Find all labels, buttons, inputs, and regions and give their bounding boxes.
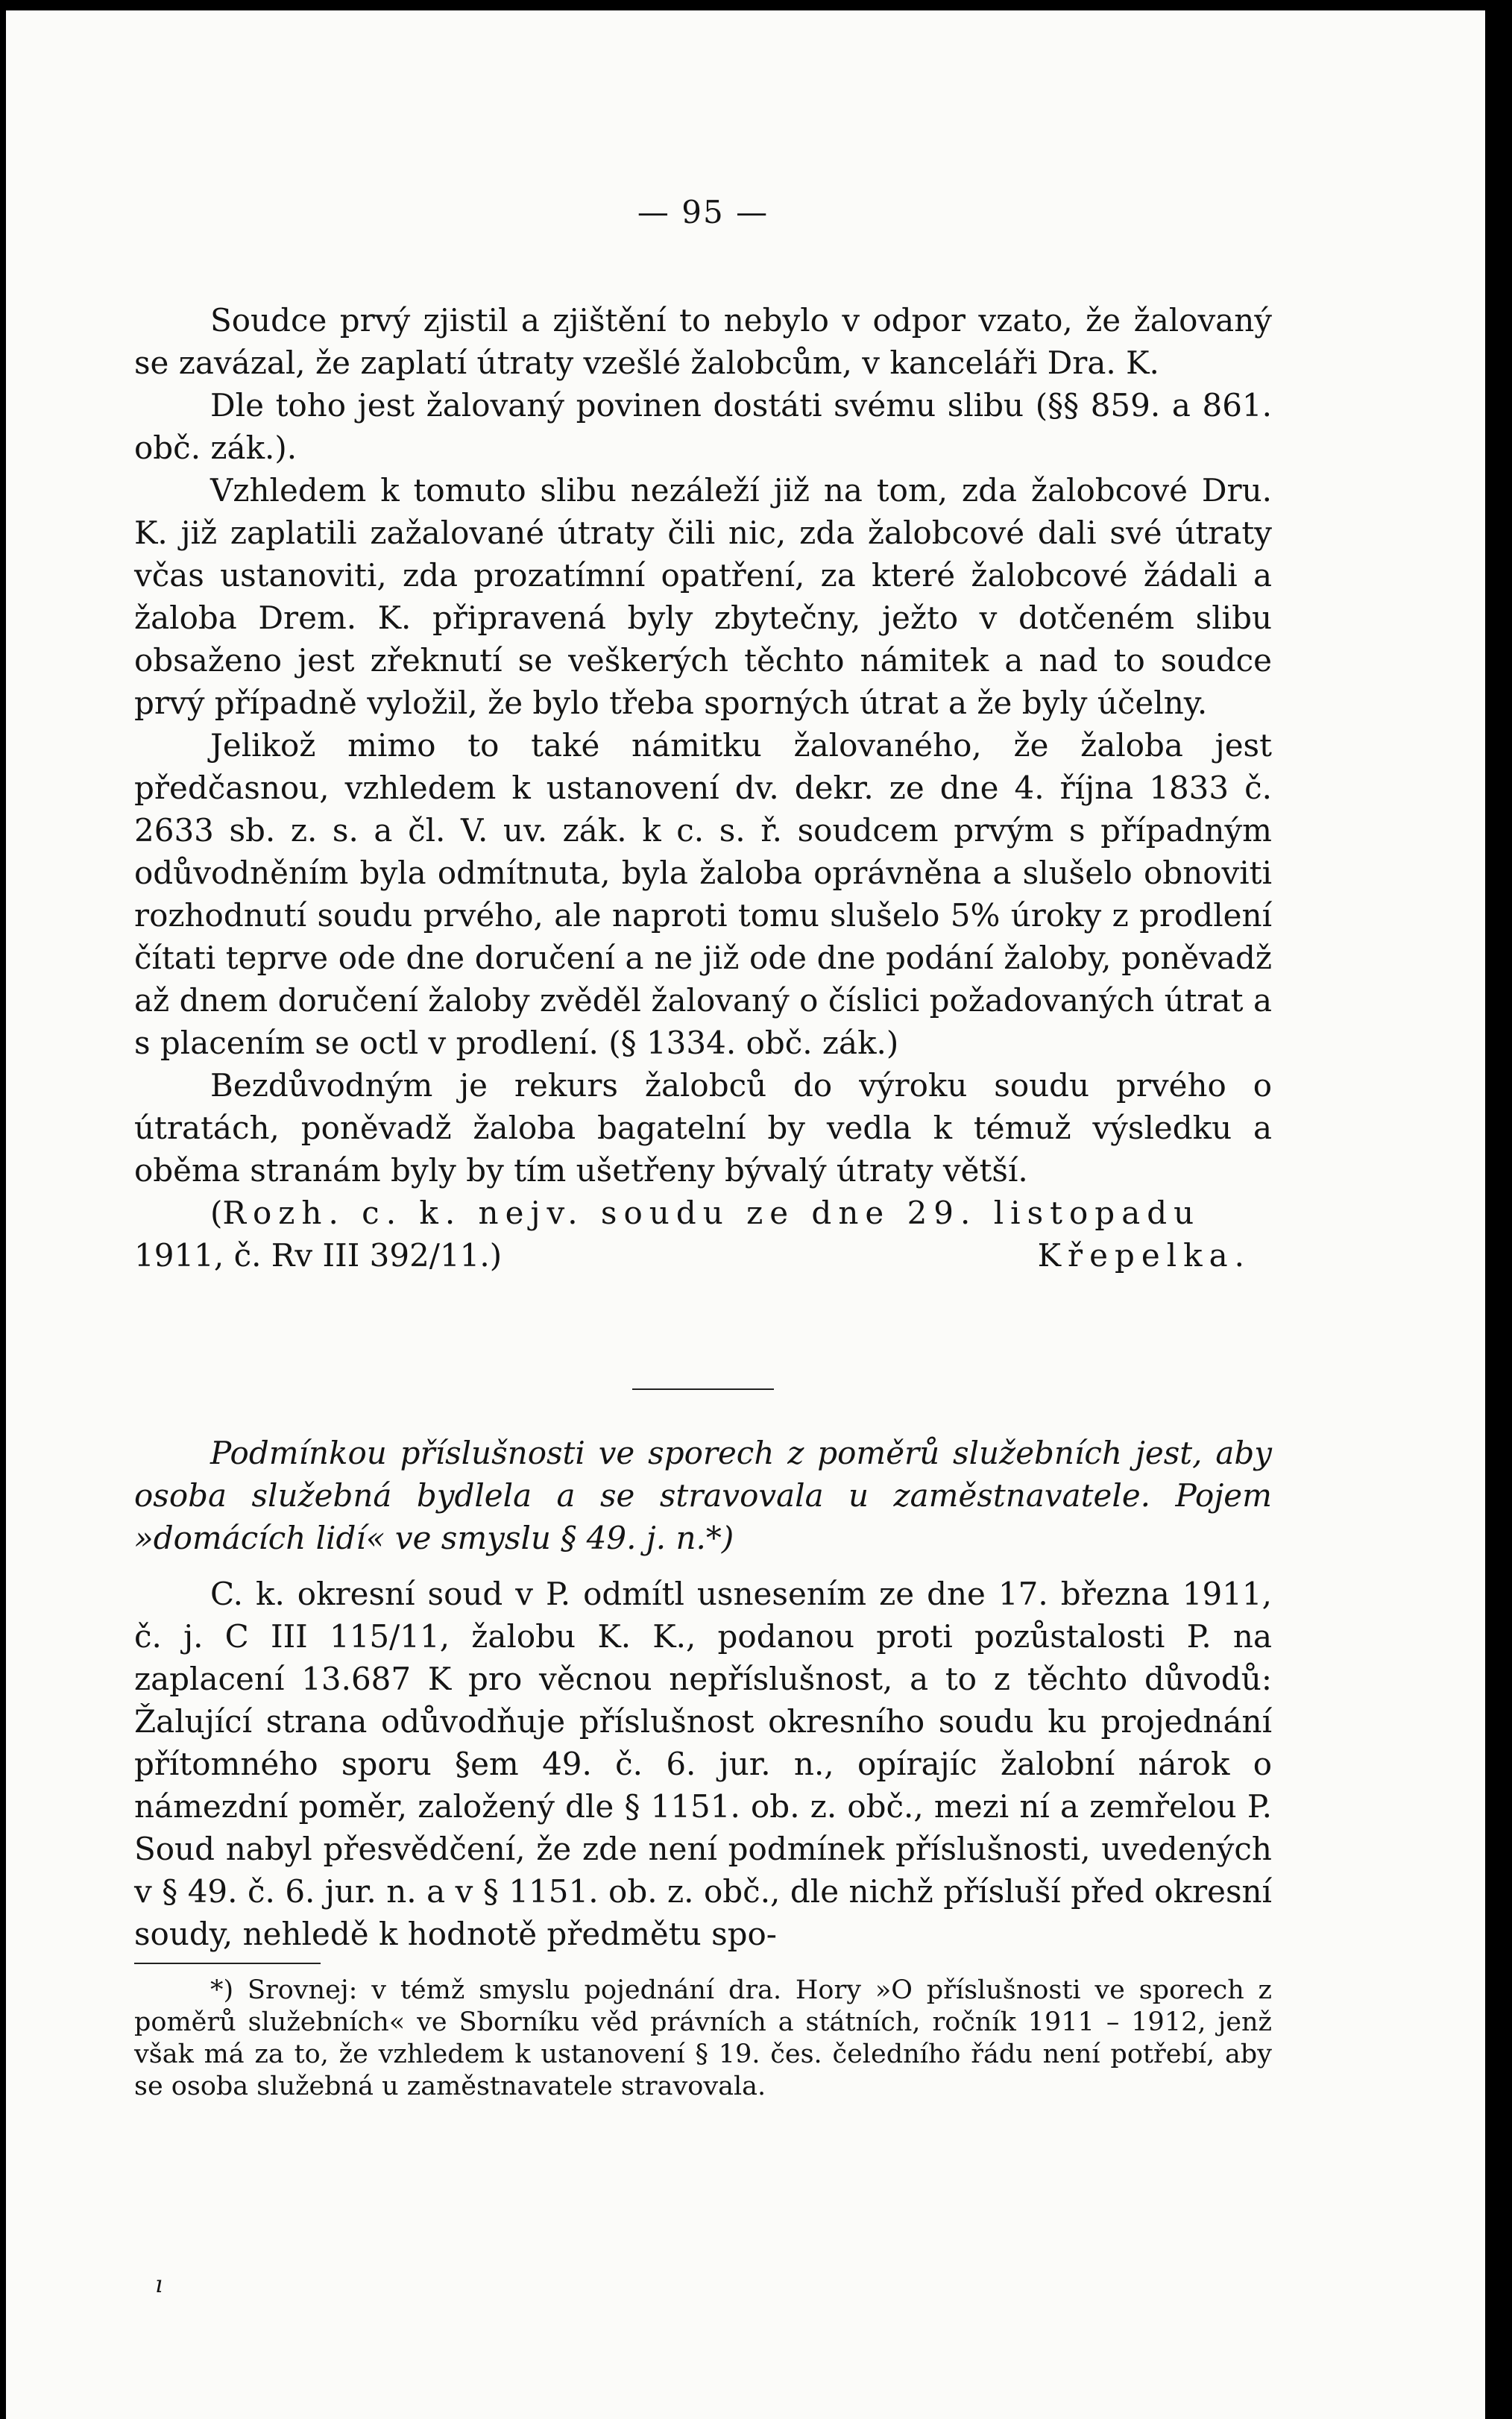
citation-author: Křepelka. [1037,1237,1251,1274]
citation-open: ( [210,1195,223,1231]
ink-mark: ı [155,2270,163,2298]
footnote-rule [134,1963,321,1964]
section-divider [632,1388,774,1390]
body-paragraph: Dle toho jest žalovaný povinen dostáti svému slibu (§§ 859. a 861. obč. zák.). [134,387,1272,466]
body-paragraph: Bezdůvodným je rekurs žalobců do výroku soudu prvého o útratách, poněvadž žaloba bagatelní by vedla k témuž výsledku a oběma stranám byly by tím ušetřeny bývalý útraty větší. [134,1067,1272,1189]
decision-citation [134,1192,1272,1277]
body-paragraph: Jelikož mimo to také námitku žalovaného, že žaloba jest předčasnou, vzhledem k ustanovení dv. dekr. ze dne 4. října 1833 č. 2633 sb. z. s. a čl. V. uv. zák. k c. s. ř. soudcem prvým s případným odůvodněním byla odmítnuta, byla žaloba oprávněna a slušelo obnoviti rozhodnutí soudu prvého, ale naproti tomu slušelo 5% úroky z prodlení čítati teprve ode dne doručení a ne již ode dne podání žaloby, poněvadž až dnem doručení žaloby zvěděl žalovaný o číslici požadovaných útrat a s placením se octl v prodlení. (§ 1334. obč. zák.) [134,727,1272,1061]
citation-court: Rozh. c. k. nejv. soudu ze dne 29. listopadu [222,1195,1201,1231]
citation-reference: 1911, č. Rv III 392/11.) [134,1237,503,1274]
body-paragraph: Vzhledem k tomuto slibu nezáleží již na tom, zda žalobcové Dru. K. již zaplatili zažalované útraty čili nic, zda žalobcové dali své útraty včas ustanoviti, zda prozatímní opatření, za které žalobcové žádali a žaloba Drem. K. připravená byly zbytečny, ježto v dotčeném slibu obsaženo jest zřeknutí se veškerých těchto námitek a nad to soudce prvý případně vyložil, že bylo třeba sporných útrat a že byly účelny. [134,472,1272,721]
case-paragraph: C. k. okresní soud v P. odmítl usnesením ze dne 17. března 1911, č. j. C III 115/11, žalobu K. K., podanou proti pozůstalosti P. na zaplacení 13.687 K pro věcnou nepříslušnost, a to z těchto důvodů: Žalující strana odůvodňuje příslušnost okresního soudu ku projednání přítomného sporu §em 49. č. 6. jur. n., opírajíc žalobní nárok o námezdní poměr, založený dle § 1151. ob. z. obč., mezi ní a zemřelou P. Soud nabyl přesvědčení, že zde není podmínek příslušnosti, uvedených v § 49. č. 6. jur. n. a v § 1151. ob. z. obč., dle nichž přísluší před okresní soudy, nehledě k hodnotě předmětu spo- [134,1576,1272,1952]
body-paragraph: Soudce prvý zjistil a zjištění to nebylo v odpor vzato, že žalovaný se zavázal, že zaplatí útraty vzešlé žalobcům, v kanceláři Dra. K. [134,302,1272,381]
footnote: *) Srovnej: v témž smyslu pojednání dra. Hory »O příslušnosti ve sporech z poměrů služebních« ve Sborníku věd právních a státních, ročník 1911 – 1912, jenž však má za to, že vzhledem k ustanovení § 19. čes. čeledního řádu není potřebí, aby se osoba služebná u zaměstnavatele stravovala. [134,1975,1272,2101]
page-content [134,194,1272,2103]
case-headnote: Podmínkou příslušnosti ve sporech z poměrů služebních jest, aby osoba služebná bydlela a se stravovala u zaměstnavatele. Pojem »domácích lidí« ve smyslu § 49. j. n.*) [134,1435,1272,1556]
page-number: — 95 — [637,194,769,230]
book-page [6,10,1485,2419]
